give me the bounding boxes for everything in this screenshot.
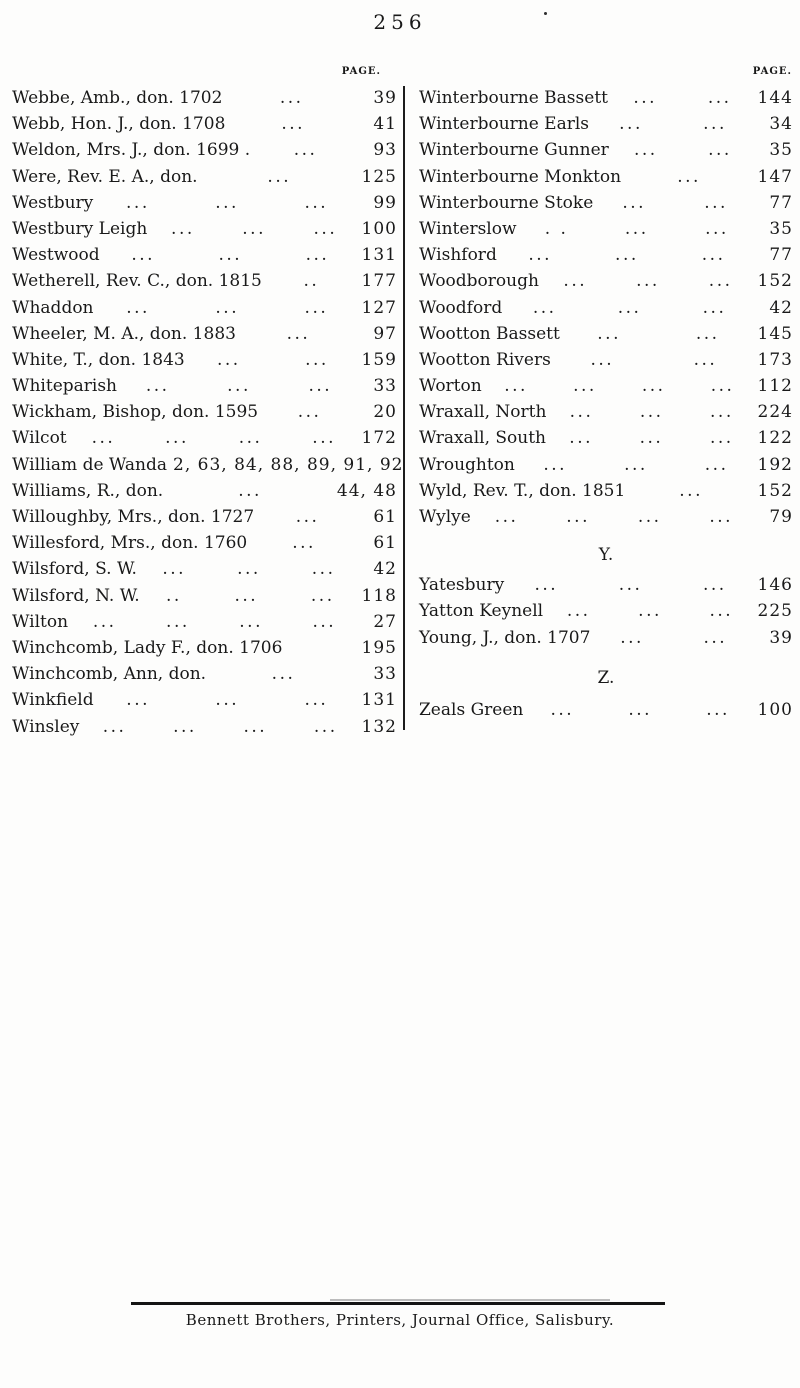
- entry-name: Wilsford, S. W.: [12, 559, 137, 580]
- dot-group: ...: [234, 585, 259, 606]
- dot-group: ...: [708, 271, 733, 292]
- index-entry: [419, 321, 793, 347]
- dot-group: ...: [624, 454, 648, 475]
- dot-leader: [140, 583, 361, 609]
- index-column-left: [12, 60, 404, 740]
- dot-leader: [551, 347, 757, 373]
- entry-name: Wetherell, Rev. C., don. 1815: [12, 271, 262, 292]
- dot-group: ...: [628, 699, 653, 720]
- index-entry: [419, 478, 793, 504]
- entry-page: 131: [361, 690, 397, 711]
- index-entries-left: [12, 85, 404, 740]
- dot-group: ...: [641, 376, 666, 397]
- entry-name: Whiteparish: [12, 376, 118, 397]
- index-entry: [419, 572, 793, 598]
- dot-group: ...: [494, 507, 519, 527]
- index-entry: [12, 295, 397, 321]
- dot-leader: [93, 190, 361, 216]
- dot-group: . .: [544, 218, 569, 239]
- dot-leader: [100, 242, 361, 268]
- index-entry: [12, 478, 397, 504]
- dot-leader: [517, 216, 757, 242]
- dot-group: ...: [313, 716, 338, 737]
- index-entry: [12, 242, 397, 268]
- index-entry: [419, 425, 793, 451]
- entry-page: 125: [361, 166, 397, 187]
- dot-group: ...: [312, 611, 337, 632]
- index-entry: [12, 111, 397, 137]
- entry-page: 127: [361, 297, 397, 318]
- entry-name: Yatton Keynell: [419, 601, 544, 622]
- dot-leader: [225, 111, 361, 137]
- dot-leader: [94, 687, 361, 713]
- entry-page: 35: [769, 140, 793, 161]
- index-entries-right: [419, 85, 793, 723]
- dot-group: ...: [566, 507, 590, 527]
- dot-group: ...: [709, 507, 734, 527]
- dot-group: ...: [709, 601, 734, 622]
- index-entry: [12, 425, 397, 451]
- entry-page: 112: [757, 376, 793, 397]
- dot-group: ...: [292, 533, 316, 554]
- scan-speck: [544, 12, 547, 15]
- dot-group: ...: [590, 349, 615, 370]
- index-entry: [419, 598, 793, 624]
- entry-name: Wootton Bassett: [419, 323, 560, 344]
- index-entry: [419, 268, 793, 294]
- index-entry: [12, 661, 397, 687]
- entry-name: Zeals Green: [419, 699, 524, 720]
- section-heading: Y.: [598, 545, 614, 566]
- entry-page: 97: [373, 323, 397, 344]
- entry-name: Westwood: [12, 245, 100, 266]
- entry-name: Whaddon: [12, 297, 94, 318]
- dot-group: ...: [218, 245, 243, 266]
- dot-group: ...: [709, 428, 734, 449]
- entry-name: Webb, Hon. J., don. 1708: [12, 114, 226, 135]
- entry-page: 147: [757, 166, 793, 187]
- entry-name: Willesford, Mrs., don. 1760: [12, 533, 248, 554]
- entry-name: White, T., don. 1843: [12, 349, 185, 370]
- dot-group: ...: [710, 376, 735, 397]
- dot-leader: [198, 164, 361, 190]
- footer-rule: [131, 1302, 665, 1305]
- dot-group: ...: [267, 166, 292, 187]
- index-entry: [12, 714, 397, 740]
- dot-group: ...: [312, 428, 337, 449]
- dot-leader: [589, 111, 757, 137]
- entry-name: Willoughby, Mrs., don. 1727: [12, 507, 255, 527]
- dot-group: ...: [173, 716, 197, 737]
- index-entry: [419, 399, 793, 425]
- entry-name: Winsley: [12, 716, 80, 737]
- entry-name: Wroughton: [419, 454, 515, 475]
- dot-group: ...: [638, 601, 662, 622]
- dot-group: ...: [126, 297, 150, 318]
- entry-name: Woodborough: [419, 271, 539, 292]
- index-entry: [12, 373, 397, 399]
- column-header-page-right: PAGE.: [752, 66, 792, 77]
- entry-name: Winterbourne Monkton: [419, 166, 622, 187]
- dot-group: ...: [679, 480, 703, 501]
- entry-page: 27: [373, 611, 397, 632]
- dot-group: ...: [677, 166, 701, 187]
- entry-page: 42: [769, 297, 793, 318]
- dot-group: ...: [528, 245, 553, 266]
- index-entry: [419, 85, 793, 111]
- dot-group: ...: [704, 192, 728, 213]
- dot-group: ...: [126, 192, 150, 213]
- entry-page: 152: [757, 271, 793, 292]
- entry-name: Yatesbury: [419, 575, 505, 596]
- dot-leader: [185, 347, 361, 373]
- entry-page: 61: [373, 533, 397, 554]
- entry-page: 35: [769, 218, 793, 239]
- dot-leader: [206, 661, 361, 687]
- index-entry: [12, 268, 397, 294]
- dot-group: ...: [166, 611, 190, 632]
- dot-group: ...: [639, 428, 664, 449]
- dot-leader: [515, 452, 757, 478]
- entry-page: 39: [769, 627, 793, 648]
- index-entry: [12, 347, 397, 373]
- dot-leader: [539, 268, 757, 294]
- entry-name: Wraxall, South: [419, 428, 546, 449]
- dot-group: ...: [534, 575, 559, 596]
- entry-page: 173: [757, 349, 793, 370]
- entry-page: 99: [373, 192, 397, 213]
- dot-group: ...: [710, 402, 734, 423]
- entry-name: Winterbourne Bassett: [419, 88, 608, 108]
- dot-group: ...: [310, 585, 335, 606]
- dot-group: ...: [243, 716, 268, 737]
- dot-group: ...: [707, 88, 732, 108]
- entry-name: Westbury: [12, 192, 94, 213]
- index-entry: [12, 609, 397, 635]
- index-entry: [12, 85, 397, 111]
- dot-group: ...: [162, 559, 187, 580]
- dot-group: ...: [702, 575, 727, 596]
- dot-group: ...: [92, 611, 117, 632]
- dot-group: ...: [304, 297, 329, 318]
- dot-group: ...: [91, 428, 116, 449]
- dot-group: ...: [126, 690, 151, 711]
- index-entry: [419, 697, 793, 723]
- entry-page: 152: [757, 480, 793, 501]
- entry-page: 132: [361, 716, 397, 737]
- entry-name: Young, J., don. 1707: [419, 627, 591, 648]
- entry-name: Winterbourne Stoke: [419, 192, 594, 213]
- dot-group: ...: [618, 575, 643, 596]
- dot-group: ...: [504, 376, 528, 397]
- dot-group: ...: [566, 601, 591, 622]
- entry-page: 177: [361, 271, 397, 292]
- dot-leader: [523, 697, 757, 723]
- dot-leader: [546, 425, 757, 451]
- index-entry: [419, 164, 793, 190]
- entry-page: 42: [373, 559, 397, 580]
- dot-group: ...: [634, 140, 658, 161]
- index-entry: [419, 347, 793, 373]
- entry-name: Wyld, Rev. T., don. 1851: [419, 480, 626, 501]
- dot-group: ...: [227, 376, 251, 397]
- dot-group: ..: [165, 585, 182, 606]
- dot-group: ...: [102, 716, 127, 737]
- index-entry: [419, 137, 793, 163]
- column-divider-rule: [403, 86, 405, 730]
- entry-name: Winkfield: [12, 690, 94, 711]
- entry-page: 79: [769, 507, 793, 527]
- dot-group: ...: [216, 349, 241, 370]
- entry-page: 122: [757, 428, 793, 449]
- dot-leader: [222, 85, 361, 111]
- dot-group: ...: [622, 192, 647, 213]
- entry-name: Wylye: [419, 507, 471, 527]
- dot-leader: [497, 242, 757, 268]
- index-entry: [12, 190, 397, 216]
- entry-name: Williams, R., don.: [12, 480, 164, 501]
- dot-group: ...: [701, 245, 726, 266]
- entry-name: Wilsford, N. W.: [12, 585, 140, 606]
- dot-group: ...: [702, 297, 727, 318]
- entry-name: Wheeler, M. A., don. 1883: [12, 323, 236, 344]
- dot-leader: [546, 399, 757, 425]
- entry-page: 118: [361, 585, 397, 606]
- dot-group: ...: [305, 349, 329, 370]
- dot-group: ...: [573, 376, 597, 397]
- entry-name: Wootton Rivers: [419, 349, 551, 370]
- entry-page: 159: [361, 349, 397, 370]
- entry-page: 146: [757, 575, 793, 596]
- dot-group: ...: [569, 402, 594, 423]
- dot-leader: [560, 321, 757, 347]
- dot-leader: [482, 373, 757, 399]
- dot-group: ...: [532, 297, 557, 318]
- dot-group: ...: [615, 245, 639, 266]
- dot-group: ...: [639, 402, 664, 423]
- dot-leader: [137, 556, 361, 582]
- entry-name: Winchcomb, Ann, don.: [12, 664, 207, 685]
- index-entry: [419, 452, 793, 478]
- index-entry: [12, 137, 397, 163]
- entry-name: William de Wanda: [12, 454, 168, 475]
- dot-group: ...: [693, 349, 718, 370]
- dot-leader: [593, 190, 757, 216]
- entry-page: 39: [373, 88, 397, 108]
- entry-page: 145: [757, 323, 793, 344]
- dot-leader: [471, 504, 757, 530]
- dot-group: ...: [313, 218, 338, 239]
- dot-group: ...: [242, 218, 266, 239]
- scan-smudge: [330, 1299, 610, 1301]
- dot-group: ...: [311, 559, 336, 580]
- dot-group: ...: [703, 627, 728, 648]
- index-column-right: [419, 60, 793, 723]
- dot-group: ...: [238, 428, 263, 449]
- dot-leader: [163, 478, 337, 504]
- page-number: 256: [373, 10, 427, 34]
- dot-group: ...: [624, 218, 649, 239]
- entry-page: 100: [757, 699, 793, 720]
- index-entry: [12, 687, 397, 713]
- dot-group: ...: [543, 454, 568, 475]
- entry-name: Wilton: [12, 611, 69, 632]
- dot-group: ...: [619, 114, 643, 135]
- entry-page: 93: [373, 140, 397, 161]
- dot-leader: [79, 714, 361, 740]
- dot-leader: [68, 609, 361, 635]
- entry-page: 77: [769, 192, 793, 213]
- index-entry: [419, 216, 793, 242]
- index-entry: [12, 452, 404, 478]
- entry-page: 195: [361, 637, 397, 658]
- dot-group: ...: [695, 323, 720, 344]
- entry-name: Wraxall, North: [419, 402, 547, 423]
- index-entry: [12, 216, 397, 242]
- entry-name: Wickham, Bishop, don. 1595: [12, 402, 259, 423]
- dot-group: ...: [563, 271, 588, 292]
- entry-page: 33: [373, 376, 397, 397]
- entry-name: Winterbourne Gunner: [419, 140, 609, 161]
- dot-group: ...: [304, 192, 329, 213]
- entry-name: Wishford: [419, 245, 497, 266]
- dot-group: ...: [286, 323, 311, 344]
- entry-page: 2, 63, 84, 88, 89, 91, 92: [173, 454, 404, 475]
- dot-group: ...: [215, 297, 240, 318]
- dot-group: ...: [238, 480, 262, 501]
- entry-page: 77: [769, 245, 793, 266]
- dot-group: ...: [703, 114, 727, 135]
- dot-leader: [258, 399, 361, 425]
- entry-page: 41: [373, 114, 397, 135]
- dot-group: ...: [633, 88, 658, 108]
- dot-group: ...: [165, 428, 189, 449]
- entry-name: Weldon, Mrs. J., don. 1699 .: [12, 140, 251, 161]
- section-heading: Z.: [597, 667, 615, 688]
- dot-group: ...: [637, 507, 662, 527]
- entry-page: 61: [373, 507, 397, 527]
- index-entry: [419, 504, 793, 530]
- dot-group: ...: [271, 664, 296, 685]
- dot-leader: [608, 85, 757, 111]
- dot-leader: [254, 504, 361, 530]
- entry-page: 224: [757, 402, 793, 423]
- index-entry: [12, 321, 397, 347]
- dot-leader: [236, 321, 361, 347]
- index-entry: [12, 504, 397, 530]
- index-entry: [12, 635, 397, 661]
- dot-group: ...: [279, 88, 304, 108]
- dot-group: ...: [550, 699, 575, 720]
- entry-page: 144: [757, 88, 793, 108]
- entry-name: Were, Rev. E. A., don.: [12, 166, 198, 187]
- dot-group: ...: [706, 699, 730, 720]
- dot-leader: [67, 425, 361, 451]
- dot-leader: [621, 164, 757, 190]
- dot-group: ...: [293, 140, 318, 161]
- index-entry: [419, 373, 793, 399]
- entry-page: 20: [373, 402, 397, 423]
- dot-leader: [504, 572, 757, 598]
- entry-page: 172: [361, 428, 397, 449]
- dot-group: ...: [295, 507, 320, 527]
- index-entry: [12, 399, 397, 425]
- index-entry: [12, 556, 397, 582]
- dot-group: ...: [171, 218, 195, 239]
- dot-group: ...: [215, 690, 240, 711]
- entry-name: Winterslow: [419, 218, 517, 239]
- dot-group: ...: [308, 376, 333, 397]
- dot-leader: [262, 268, 361, 294]
- dot-group: ...: [617, 297, 642, 318]
- dot-leader: [247, 530, 361, 556]
- dot-group: ...: [239, 611, 263, 632]
- printer-imprint: Bennett Brothers, Printers, Journal Office, Salisbury.: [185, 1311, 615, 1329]
- entry-name: Westbury Leigh: [12, 218, 148, 239]
- index-entry: [12, 530, 397, 556]
- entry-page: 192: [757, 454, 793, 475]
- dot-group: ...: [636, 271, 660, 292]
- entry-name: Webbe, Amb., don. 1702: [12, 88, 223, 108]
- dot-group: ...: [304, 690, 329, 711]
- entry-page: 100: [361, 218, 397, 239]
- entry-page: 34: [769, 114, 793, 135]
- index-entry: [419, 625, 793, 651]
- entry-name: Woodford: [419, 297, 503, 318]
- entry-name: Winterbourne Earls: [419, 114, 590, 135]
- column-header-page-left: PAGE.: [341, 66, 381, 77]
- dot-leader: [625, 478, 757, 504]
- dot-group: ...: [708, 140, 732, 161]
- entry-name: Wilcot: [12, 428, 67, 449]
- dot-leader: [543, 598, 757, 624]
- dot-group: ...: [620, 627, 644, 648]
- dot-group: ...: [705, 218, 729, 239]
- dot-leader: [117, 373, 361, 399]
- dot-leader: [147, 216, 361, 242]
- dot-leader: [590, 625, 757, 651]
- dot-leader: [94, 295, 361, 321]
- dot-group: ...: [237, 559, 261, 580]
- dot-leader: [250, 137, 361, 163]
- dot-leader: [502, 295, 757, 321]
- index-entry: [419, 111, 793, 137]
- dot-group: ...: [281, 114, 306, 135]
- dot-group: ...: [297, 402, 322, 423]
- index-entry: [12, 583, 397, 609]
- dot-group: ...: [597, 323, 621, 344]
- dot-group: ...: [305, 245, 330, 266]
- dot-group: ..: [303, 271, 320, 292]
- index-entry: [419, 295, 793, 321]
- entry-page: 44, 48: [336, 480, 397, 501]
- dot-group: ...: [215, 192, 239, 213]
- index-entry: [419, 190, 793, 216]
- dot-group: ...: [704, 454, 729, 475]
- index-entry: [419, 242, 793, 268]
- entry-name: Winchcomb, Lady F., don. 1706: [12, 637, 283, 658]
- entry-page: 131: [361, 245, 397, 266]
- dot-group: ...: [131, 245, 156, 266]
- entry-name: Worton: [419, 376, 482, 397]
- entry-page: 225: [757, 601, 793, 622]
- entry-page: 33: [373, 664, 397, 685]
- dot-leader: [609, 137, 757, 163]
- index-entry: [12, 164, 397, 190]
- dot-group: ...: [145, 376, 170, 397]
- dot-group: ...: [569, 428, 594, 449]
